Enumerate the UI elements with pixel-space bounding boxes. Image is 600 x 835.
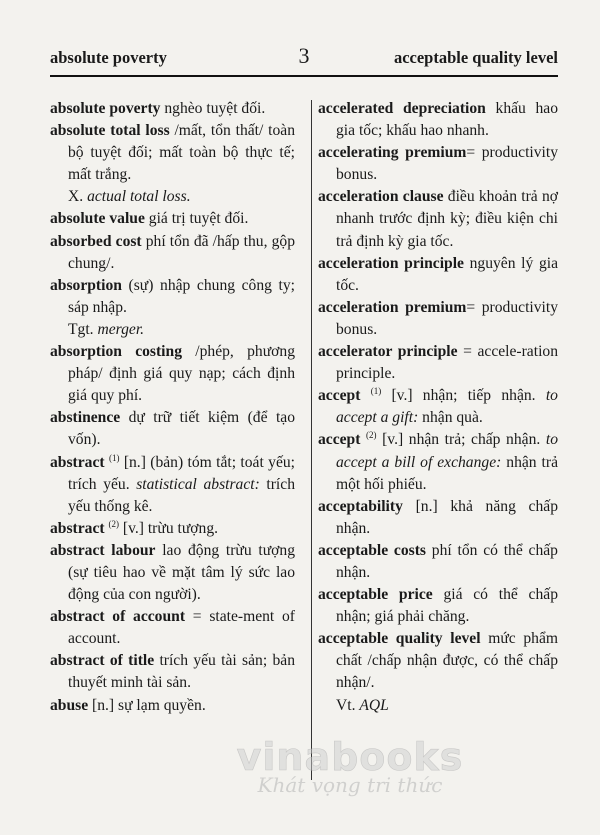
xref-label: X. <box>68 188 88 206</box>
xref-label: Vt. <box>336 696 360 714</box>
cross-reference <box>50 319 295 341</box>
header-first-entry: absolute poverty <box>50 48 167 67</box>
headword: accelerator principle <box>318 343 458 361</box>
dictionary-entry <box>50 518 295 540</box>
definition: [v.] trừu tượng. <box>118 519 219 537</box>
xref-term: merger. <box>97 320 145 338</box>
definition: lao động trừu tượng (sự tiêu hao về mặt tâm lý sức lao động của con người). <box>68 541 296 604</box>
definition: nguyên lý gia tốc. <box>336 254 558 294</box>
definition: điều khoản trả nợ nhanh trước định kỳ; điều kiện chi trả định kỳ gia tốc. <box>336 188 559 250</box>
headword: abstinence <box>50 409 121 427</box>
headword: acceptable quality level <box>318 630 481 648</box>
definition: /phép, phương pháp/ định giá quy nạp; cách định giá quy phí. <box>68 343 295 405</box>
dictionary-entry <box>318 186 558 252</box>
definition: [v.] nhận; tiếp nhận. <box>381 387 546 405</box>
headword: acceleration premium <box>318 298 467 316</box>
definition: giá trị tuyệt đối. <box>144 210 249 228</box>
dictionary-entry <box>318 584 558 628</box>
watermark-tagline: Khát vọng tri thức <box>257 773 443 797</box>
definition: (sự) nhập chung công ty; sáp nhập. <box>68 276 295 316</box>
right-column <box>318 98 558 717</box>
dictionary-entry <box>50 650 295 694</box>
headword: abstract of account <box>50 608 186 626</box>
dictionary-entry <box>50 275 295 319</box>
sense-number: (2) <box>108 518 119 529</box>
definition: dự trữ tiết kiệm (để tạo vốn). <box>68 409 295 449</box>
headword: absolute value <box>50 210 145 228</box>
left-column <box>50 98 295 717</box>
definition: giá có thể chấp nhận; giá phải chăng. <box>336 586 558 626</box>
running-header <box>50 40 558 74</box>
dictionary-entry <box>50 452 295 518</box>
example-translation: nhận quà. <box>418 409 483 427</box>
definition: /mất, tổn thất/ toàn bộ tuyệt đối; mất toàn bộ thực tế; mất trắng. <box>68 122 295 184</box>
headword: acceptability <box>318 497 403 515</box>
headword: absolute poverty <box>50 100 161 117</box>
definition: [n.] sự lạm quyền. <box>88 696 206 714</box>
definition: = state-ment of account. <box>68 608 295 648</box>
dictionary-entry <box>318 142 558 186</box>
example-phrase: to accept a bill of exchange: <box>336 431 558 471</box>
headword: accelerated depreciation <box>318 100 486 117</box>
definition: nghèo tuyệt đối. <box>160 100 266 117</box>
definition: phí tổn đã /hấp thu, gộp chung/. <box>68 232 295 272</box>
watermark <box>200 735 500 797</box>
dictionary-entry <box>50 540 295 606</box>
cross-reference <box>318 695 558 717</box>
xref-term: AQL <box>359 696 389 714</box>
dictionary-entry <box>50 208 295 230</box>
dictionary-entry <box>318 540 558 584</box>
headword: abstract of title <box>50 652 155 670</box>
dictionary-entry <box>50 341 295 407</box>
sense-number: (1) <box>108 452 120 463</box>
headword: absorption costing <box>50 343 182 361</box>
headword: accelerating premium <box>318 144 467 162</box>
dictionary-entry <box>318 628 558 694</box>
xref-label: Tgt. <box>68 320 98 338</box>
header-last-entry: acceptable quality level <box>393 48 558 67</box>
definition: = productivity bonus. <box>336 298 558 338</box>
dictionary-entry <box>318 297 558 341</box>
definition: [n.] khả năng chấp nhận. <box>336 497 558 537</box>
dictionary-entry <box>318 385 558 429</box>
dictionary-entry <box>50 98 295 120</box>
headword: absolute total loss <box>50 122 170 140</box>
dictionary-entry <box>318 98 558 142</box>
column-divider <box>311 100 312 780</box>
example-phrase: statistical abstract: <box>136 475 260 493</box>
headword: absorbed cost <box>50 232 142 250</box>
headword: absorption <box>50 276 122 294</box>
dictionary-entry <box>50 407 295 451</box>
dictionary-entry <box>50 606 295 650</box>
definition: khấu hao gia tốc; khấu hao nhanh. <box>336 100 559 140</box>
headword: accept <box>318 387 361 405</box>
headword: abstract labour <box>50 541 156 559</box>
definition: phí tổn có thể chấp nhận. <box>336 541 558 581</box>
definition: trích yếu tài sản; bản thuyết minh tài sản. <box>68 652 295 692</box>
headword: acceleration clause <box>318 188 444 206</box>
page-number: 3 <box>298 43 310 68</box>
headword: acceleration principle <box>318 254 464 272</box>
dictionary-entry <box>50 120 295 186</box>
headword: acceptable price <box>318 586 433 604</box>
example-phrase: to accept a gift: <box>336 387 558 427</box>
headword: accept <box>318 431 361 449</box>
definition: [n.] (bản) tóm tắt; toát yếu; trích yếu. <box>68 453 296 493</box>
definition: = productivity bonus. <box>336 144 558 184</box>
dictionary-entry <box>318 253 558 297</box>
watermark-logo: vinabooks <box>236 735 464 779</box>
cross-reference <box>50 186 295 208</box>
dictionary-entry <box>50 231 295 275</box>
dictionary-entry <box>318 429 558 495</box>
example-translation: trích yếu thống kê. <box>68 475 295 515</box>
sense-number: (2) <box>366 430 377 441</box>
headword: acceptable costs <box>318 541 426 559</box>
dictionary-entry <box>318 496 558 540</box>
definition: [v.] nhận trả; chấp nhận. <box>376 431 546 449</box>
headword: abuse <box>50 696 89 714</box>
headword: abstract <box>50 519 105 537</box>
xref-term: actual total loss. <box>87 188 191 206</box>
definition: = accele-ration principle. <box>336 343 558 383</box>
dictionary-entry <box>50 695 295 717</box>
dictionary-entry <box>318 341 558 385</box>
definition: mức phẩm chất /chấp nhận được, có thể chấp nhận/. <box>336 630 558 692</box>
headword: abstract <box>50 453 105 471</box>
header-rule <box>50 75 558 77</box>
sense-number: (1) <box>370 386 382 397</box>
example-translation: nhận trả một hối phiếu. <box>336 453 558 493</box>
